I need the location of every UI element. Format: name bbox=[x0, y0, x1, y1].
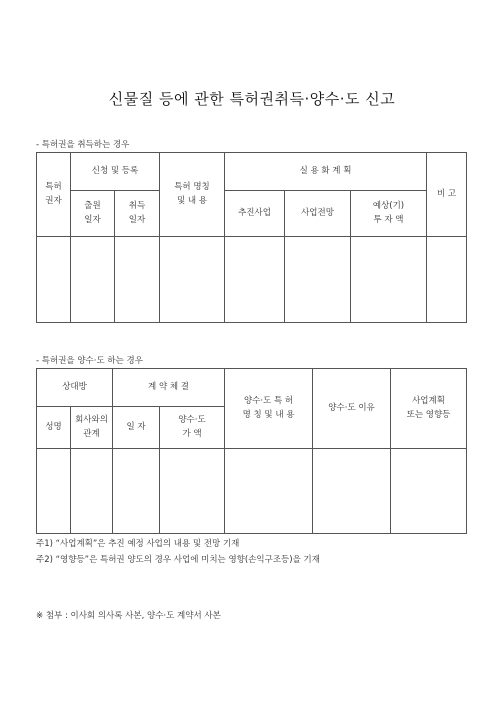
table-cell[interactable] bbox=[160, 449, 225, 534]
table-cell[interactable] bbox=[160, 237, 225, 323]
page-title: 신물질 등에 관한 특허권취득·양수·도 신고 bbox=[108, 90, 396, 108]
reason-header: 양수·도 이유 bbox=[313, 369, 391, 449]
section1-label: - 특허권을 취득하는 경우 bbox=[36, 140, 130, 150]
relation-header: 회사와의 관계 bbox=[71, 407, 113, 449]
filing-date-header: 출원 일자 bbox=[71, 191, 115, 237]
holder-header: 특허 권자 bbox=[37, 153, 71, 237]
patent-transfer-table bbox=[36, 368, 467, 534]
table-cell[interactable] bbox=[391, 449, 467, 534]
table-cell[interactable] bbox=[37, 449, 71, 534]
investment-header: 예상(기) 투 자 액 bbox=[351, 191, 427, 237]
date-header: 일 자 bbox=[113, 407, 160, 449]
table-cell[interactable] bbox=[225, 237, 285, 323]
patent-acquisition-table bbox=[36, 152, 467, 323]
table-cell[interactable] bbox=[351, 237, 427, 323]
table-row bbox=[37, 237, 467, 323]
note-2: 주2) “영향등”은 특허권 양도의 경우 사업에 미치는 영향(손익구조등)을 기재 bbox=[36, 555, 320, 565]
table-cell[interactable] bbox=[113, 449, 160, 534]
table-cell[interactable] bbox=[71, 237, 115, 323]
plan-effect-header: 사업계획 또는 영향등 bbox=[391, 369, 467, 449]
remarks-header: 비 고 bbox=[427, 153, 467, 237]
promo-biz-header: 추진사업 bbox=[225, 191, 285, 237]
acq-date-header: 취득 일자 bbox=[115, 191, 160, 237]
note-1: 주1) “사업계획”은 추진 예정 사업의 내용 및 전망 기재 bbox=[36, 539, 240, 549]
contract-header: 계 약 체 결 bbox=[113, 369, 225, 407]
table-row bbox=[37, 449, 467, 534]
table-cell[interactable] bbox=[313, 449, 391, 534]
table-cell[interactable] bbox=[225, 449, 313, 534]
name-header: 성명 bbox=[37, 407, 71, 449]
table-cell[interactable] bbox=[427, 237, 467, 323]
table-cell[interactable] bbox=[37, 237, 71, 323]
biz-outlook-header: 사업전망 bbox=[285, 191, 351, 237]
business-plan-header: 실 용 화 계 획 bbox=[225, 153, 427, 191]
transfer-patent-name-header: 양수·도 특 허 명 칭 및 내 용 bbox=[225, 369, 313, 449]
attachment-note: ※ 첨부 : 이사회 의사록 사본, 양수·도 계약서 사본 bbox=[36, 611, 221, 621]
table-cell[interactable] bbox=[71, 449, 113, 534]
patent-name-header: 특허 명칭 및 내 용 bbox=[160, 153, 225, 237]
table-cell[interactable] bbox=[285, 237, 351, 323]
section2-label: - 특허권을 양수·도 하는 경우 bbox=[36, 356, 143, 366]
price-header: 양수·도 가 액 bbox=[160, 407, 225, 449]
table-cell[interactable] bbox=[115, 237, 160, 323]
counterparty-header: 상대방 bbox=[37, 369, 113, 407]
app-reg-header: 신청 및 등록 bbox=[71, 153, 160, 191]
